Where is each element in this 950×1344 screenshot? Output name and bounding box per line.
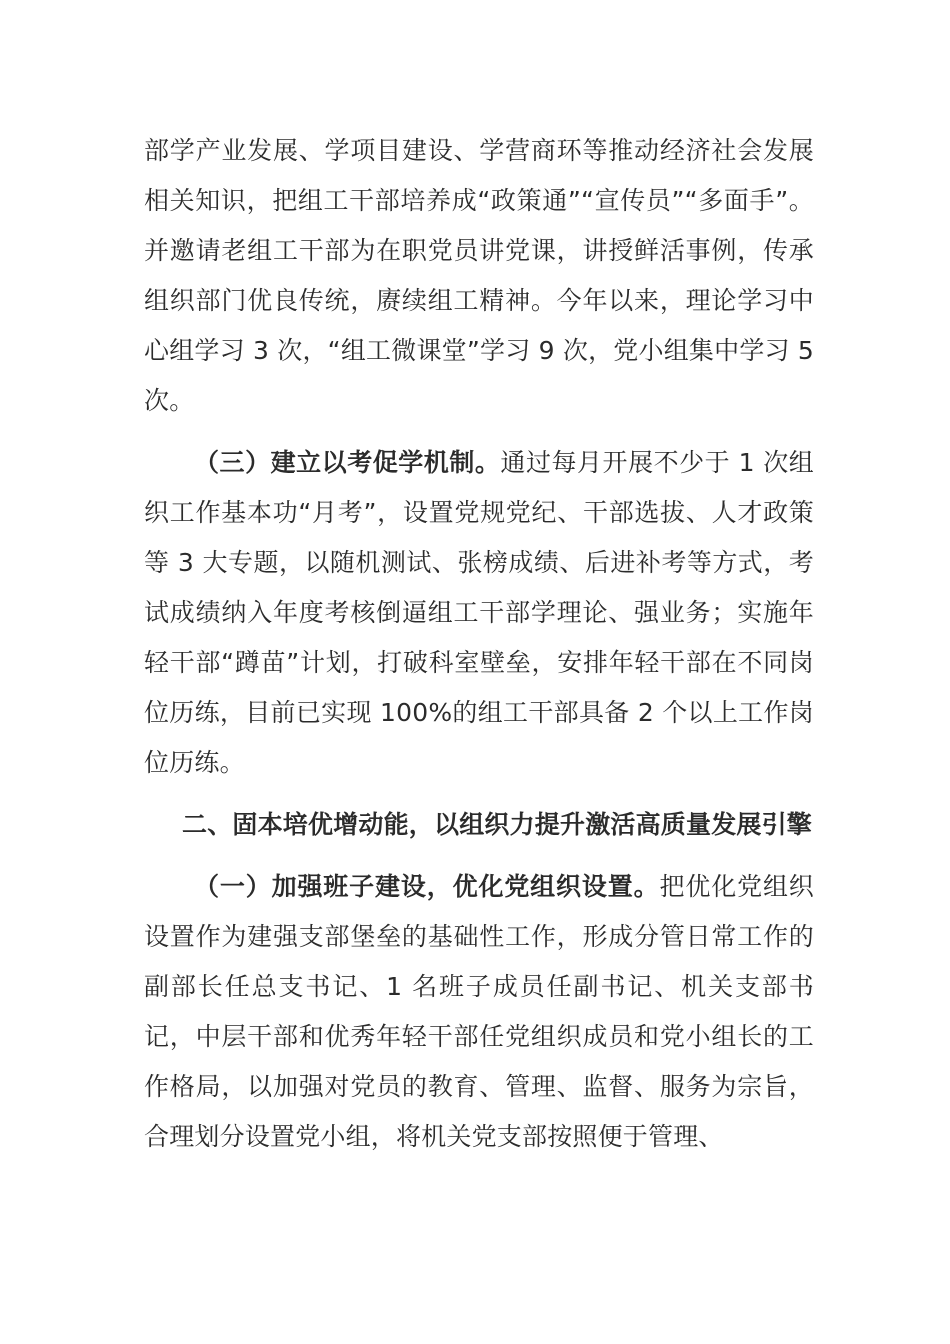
paragraph-continuation: 部学产业发展、学项目建设、学营商环等推动经济社会发展相关知识，把组工干部培养成“政策通”“宣传员”“多面手”。并邀请老组工干部为在职党员讲党课，讲授鲜活事例，传承组织部门优良传统，赓续组工精神。今年以来，理论学习中心组学习 3 次，“组工微课堂”学习 9 次，党小组集中学习 5 次。 — [144, 136, 814, 415]
subheading-exam-mechanism: （三）建立以考促学机制。 — [194, 448, 501, 477]
paragraph-exam-mechanism-body: 通过每月开展不少于 1 次组织工作基本功“月考”，设置党规党纪、干部选拔、人才政策等 3 大专题，以随机测试、张榜成绩、后进补考等方式，考试成绩纳入年度考核倒逼组工干部学理论、强业务；实施年轻干部“蹲苗”计划，打破科室壁垒，安排年轻干部在不同岗位历练，目前已实现 100%的组工干部具备 2 个以上工作岗位历练。 — [144, 448, 814, 777]
paragraph-team-building-body: 把优化党组织设置作为建强支部堡垒的基础性工作，形成分管日常工作的副部长任总支书记、1 名班子成员任副书记、机关支部书记，中层干部和优秀年轻干部任党组织成员和党小组长的工作格局，以加强对党员的教育、管理、监督、服务为宗旨，合理划分设置党小组，将机关党支部按照便于管理、 — [144, 872, 815, 1151]
section-title-2: 二、固本培优增动能，以组织力提升激活高质量发展引擎 — [182, 810, 813, 839]
paragraph-team-building — [144, 862, 814, 1162]
subheading-team-building: （一）加强班子建设，优化党组织设置。 — [194, 872, 660, 901]
document-page — [144, 126, 814, 1162]
paragraph-exam-mechanism — [144, 438, 814, 788]
